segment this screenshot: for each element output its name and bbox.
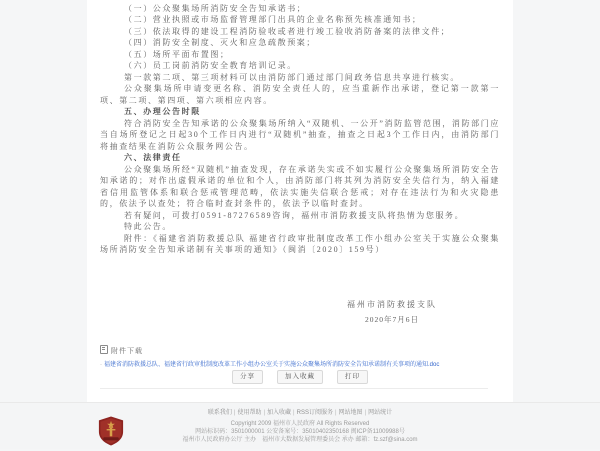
- material-item-4: （四）消防安全制度、灭火和应急疏散预案；: [124, 38, 316, 47]
- appendix-reference-paragraph: 附件：《福建省消防救援总队 福建省行政审批制度改革工作小组办公室关于实施公众聚集场所消防安全告知承诺制有关事项的通知》（闽消〔2020〕159号）: [100, 233, 500, 254]
- issuing-organization: 福州市消防救援支队: [347, 300, 437, 309]
- footer-link-rss[interactable]: RSS订阅服务: [296, 410, 333, 416]
- footer-link-help[interactable]: 使用帮助: [237, 410, 262, 416]
- material-item-3: （三）依法取得的建设工程消防验收或者进行竣工验收消防备案的法律文件；: [124, 26, 451, 36]
- copyright-text: Copyright 2009 福州市人民政府 All Rights Reserved: [230, 421, 370, 427]
- change-registration-paragraph: 公众聚集场所申请变更名称、消防安全责任人的，应当重新作出承诺，登记第一款第一项、第二项、第四项、第六项相应内容。: [100, 84, 500, 105]
- material-item-6: （六）员工岗前消防安全教育培训记录。: [124, 61, 297, 70]
- section-5-paragraph: 符合消防安全告知承诺的公众聚集场所纳入“双随机、一公开”消防监管范围，消防部门应当自场所登记之日起30个工作日内进行“双随机”抽查，抽查之日起3个工作日内，由消防部门将抽查结果在消防公众服务网公告。: [100, 118, 500, 151]
- footer-link-contact[interactable]: 联系我们: [207, 410, 232, 416]
- red-shield-emblem-icon: [97, 416, 125, 446]
- footer-separator: |: [263, 410, 266, 416]
- attachment-file-icon: [100, 345, 108, 354]
- material-item-1: （一）公众聚集场所消防安全告知承诺书；: [124, 3, 307, 13]
- document-body: [100, 0, 500, 256]
- attachment-download-header: [100, 344, 500, 356]
- contact-phone-paragraph: 若有疑问，可拨打0591-87276589咨询，福州市消防救援支队将热情为您服务。: [124, 210, 465, 220]
- issue-date: 2020年7月6日: [365, 315, 419, 324]
- footer-nav: [0, 409, 600, 417]
- footer-separator: |: [233, 410, 236, 416]
- gov-site-badge-icon[interactable]: [97, 416, 125, 446]
- attachment-file-link[interactable]: 福建省消防救援总队、福建省行政审批制度改革工作小组办公室关于实施公众聚集场所消防安全告知承诺制有关事项的通知.doc: [104, 362, 440, 368]
- footer-separator: |: [364, 410, 367, 416]
- footer-separator: |: [293, 410, 295, 416]
- action-button-row: [87, 365, 513, 384]
- page-footer: [0, 402, 600, 449]
- verification-note-paragraph: 第一款第二项、第三项材料可以由消防部门通过部门间政务信息共享进行核实。: [124, 72, 460, 82]
- sponsor-text: 福州市人民政府办公厅 主办 福州市大数据发展管理委员会 承办 邮箱：fz.szf@sina.com: [182, 437, 418, 443]
- section-5-heading: 五、办理公告时限: [124, 107, 201, 116]
- material-item-5: （五）场所平面布置图；: [124, 49, 230, 59]
- hereby-announced-paragraph: 特此公告。: [124, 222, 172, 231]
- attachment-bullet: ·: [100, 362, 102, 368]
- signature-block: [347, 299, 437, 325]
- footer-link-sitemap[interactable]: 网站地图: [338, 410, 363, 416]
- add-favorite-button[interactable]: 加入收藏: [277, 370, 323, 385]
- site-filing-text: 网站标识码：3501000001 公安备案号：35010402350168 闽ICP备11009988号: [195, 429, 405, 435]
- footer-separator: |: [334, 410, 337, 416]
- footer-text-block: [0, 403, 600, 444]
- section-6-heading: 六、法律责任: [124, 153, 182, 162]
- footer-link-favorite[interactable]: 加入收藏: [267, 410, 292, 416]
- announcement-document-card: [87, 0, 513, 402]
- material-item-2: （二）营业执照或市场监督管理部门出具的企业名称预先核准通知书；: [124, 15, 422, 24]
- section-6-paragraph: 公众聚集场所经“双随机”抽查发现，存在承诺失实或不如实履行公众聚集场所消防安全告知承诺的；对作出虚假承诺的单位和个人，由消防部门将其列为消防安全失信行为，纳入福建省信用监管体系和联合惩戒管理范畴，依法实施失信联合惩戒；对存在违法行为和火灾隐患的，依法予以查处；符合临时查封条件的，依法予以临时查封。: [100, 164, 500, 208]
- print-button[interactable]: 打印: [337, 370, 368, 385]
- content-divider: [100, 388, 488, 389]
- footer-link-stats[interactable]: 网站统计: [368, 410, 393, 416]
- attachment-download-label: 附件下载: [111, 348, 143, 355]
- share-button[interactable]: 分享: [232, 370, 263, 385]
